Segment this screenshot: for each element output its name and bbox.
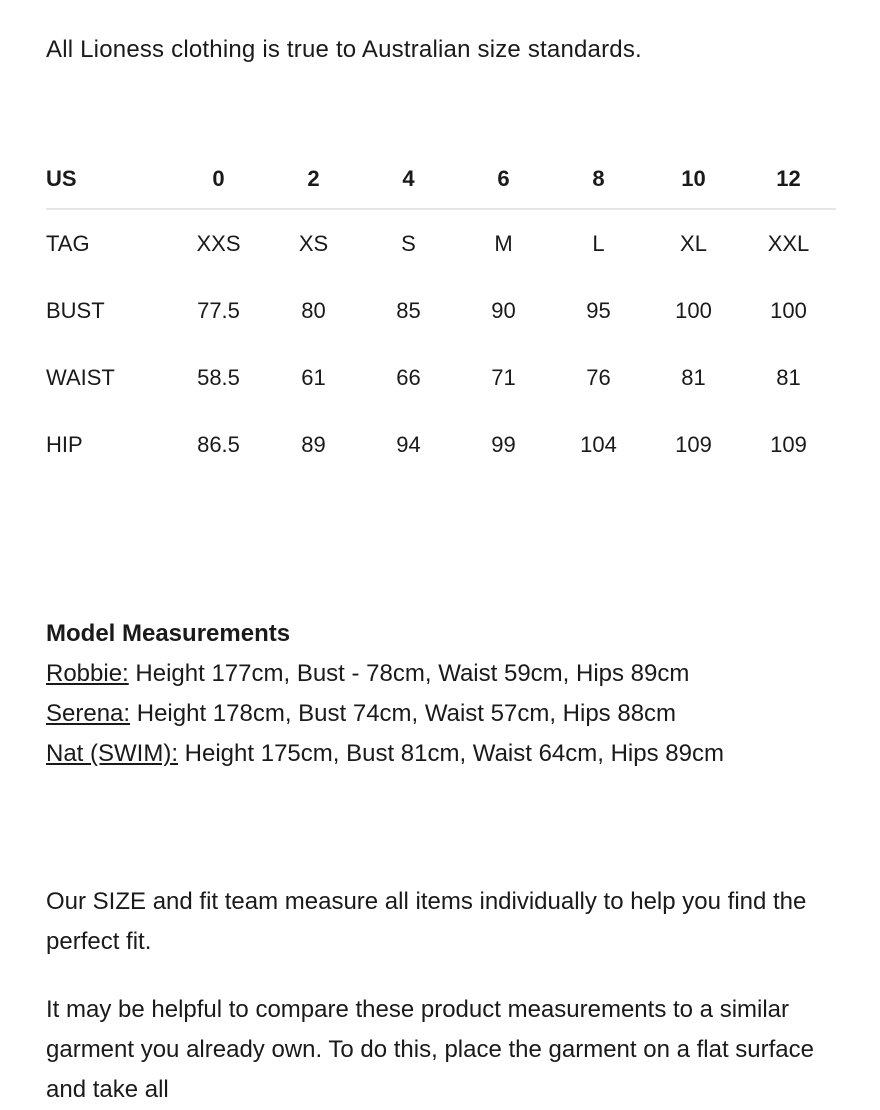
model-entry-serena [46, 694, 836, 734]
model-measurements-heading: Model Measurements [46, 620, 291, 647]
size-chart-table [46, 150, 836, 478]
table-cell: XL [680, 230, 707, 256]
row-label: TAG [46, 230, 90, 256]
table-cell: XXL [767, 230, 810, 256]
intro-text: All Lioness clothing is true to Australian size standards. [46, 36, 642, 63]
header-size-8: 8 [551, 150, 646, 209]
model-measurements-section [46, 614, 836, 774]
table-row-waist [46, 344, 836, 411]
table-cell: 95 [586, 297, 611, 323]
model-entry-nat [46, 734, 836, 774]
header-size-10: 10 [646, 150, 741, 209]
table-cell: XXS [196, 230, 241, 256]
table-cell: 90 [491, 297, 516, 323]
table-cell: M [494, 230, 513, 256]
table-cell: 81 [776, 364, 801, 390]
table-cell: 109 [770, 431, 807, 457]
table-cell: 99 [491, 431, 516, 457]
table-cell: 89 [301, 431, 326, 457]
model-name-nat: Nat (SWIM): [46, 740, 178, 767]
fit-team-paragraph: Our SIZE and fit team measure all items individually to help you find the perfect fit. [46, 888, 807, 955]
table-row-bust [46, 277, 836, 344]
table-cell: 109 [675, 431, 712, 457]
header-size-12: 12 [741, 150, 836, 209]
table-cell: 85 [396, 297, 421, 323]
table-cell: 100 [770, 297, 807, 323]
table-cell: L [592, 230, 605, 256]
table-cell: 81 [681, 364, 706, 390]
header-us: US [46, 150, 171, 209]
model-name-serena: Serena: [46, 700, 131, 727]
table-cell: 71 [491, 364, 516, 390]
header-size-0: 0 [171, 150, 266, 209]
compare-garment-paragraph: It may be helpful to compare these product measurements to a similar garment you already own. To do this, place the garment on a flat surface and take all [46, 996, 814, 1103]
model-name-robbie: Robbie: [46, 660, 129, 687]
row-label: WAIST [46, 364, 115, 390]
table-cell: 104 [580, 431, 617, 457]
row-label: HIP [46, 431, 83, 457]
model-details-robbie: Height 177cm, Bust - 78cm, Waist 59cm, Hips 89cm [135, 660, 690, 687]
table-cell: 100 [675, 297, 712, 323]
table-cell: XS [298, 230, 329, 256]
table-cell: 66 [396, 364, 421, 390]
table-cell: 76 [586, 364, 611, 390]
model-details-nat: Height 175cm, Bust 81cm, Waist 64cm, Hips 89cm [184, 740, 724, 767]
table-row-tag [46, 209, 836, 277]
table-cell: 61 [301, 364, 326, 390]
header-size-2: 2 [266, 150, 361, 209]
model-entry-robbie [46, 654, 836, 694]
table-row-hip [46, 411, 836, 478]
table-cell: 94 [396, 431, 421, 457]
table-cell: 77.5 [197, 297, 240, 323]
table-cell: 86.5 [197, 431, 240, 457]
row-label: BUST [46, 297, 105, 323]
table-cell: S [401, 230, 416, 256]
size-chart-header-row [46, 150, 836, 209]
model-details-serena: Height 178cm, Bust 74cm, Waist 57cm, Hips 88cm [136, 700, 677, 727]
table-cell: 80 [301, 297, 326, 323]
header-size-4: 4 [361, 150, 456, 209]
header-size-6: 6 [456, 150, 551, 209]
table-cell: 58.5 [197, 364, 240, 390]
